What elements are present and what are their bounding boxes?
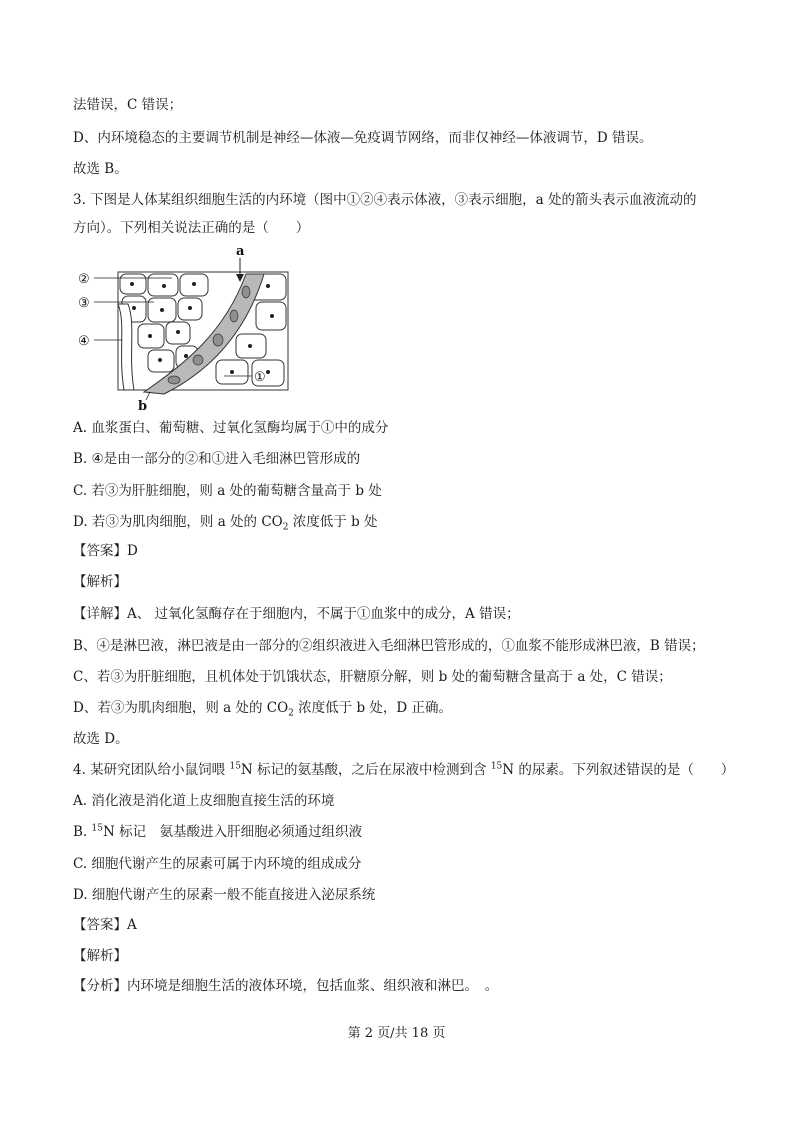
- option-c: C. 若③为肝脏细胞，则 a 处的葡萄糖含量高于 b 处: [73, 483, 382, 499]
- question-3-stem-cont: 方向）。下列相关说法正确的是（ ）: [73, 220, 310, 236]
- question-3-stem: 3. 下图是人体某组织细胞生活的内环境（图中①②④表示体液，③表示细胞，a 处的箭头表示血液流动的: [73, 192, 697, 208]
- detail-line: 【详解】A、 过氧化氢酶存在于细胞内，不属于①血浆中的成分，A 错误；: [73, 606, 520, 622]
- label-4: ④: [78, 334, 90, 349]
- analysis-line: 【分析】内环境是细胞生活的液体环境，包括血浆、组织液和淋巴。 。: [73, 978, 499, 994]
- label-1: ①: [254, 370, 266, 385]
- answer: 【答案】A: [73, 917, 137, 933]
- option-b: B. $^{15}$N 标记 氨基酸进入肝细胞必须通过组织液: [73, 823, 363, 840]
- option-a: A. 血浆蛋白、葡萄糖、过氧化氢酶均属于①中的成分: [73, 420, 389, 436]
- option-a: A. 消化液是消化道上皮细胞直接生活的环境: [73, 793, 335, 809]
- detail-line: B、④是淋巴液，淋巴液是由一部分的②组织液进入毛细淋巴管形成的，①血浆不能形成淋巴液，B 错误；: [73, 638, 705, 654]
- option-d: D. 细胞代谢产生的尿素一般不能直接进入泌尿系统: [73, 887, 376, 903]
- label-3: ③: [78, 296, 90, 311]
- answer: 【答案】D: [73, 543, 138, 559]
- option-c: C. 细胞代谢产生的尿素可属于内环境的组成成分: [73, 856, 362, 872]
- label-2: ②: [78, 272, 90, 287]
- option-b: B. ④是由一部分的②和①进入毛细淋巴管形成的: [73, 451, 361, 467]
- page-footer: 第 2 页/共 18 页: [347, 1026, 446, 1041]
- analysis-heading: 【解析】: [73, 574, 127, 590]
- choose-line: 故选 D。: [73, 731, 129, 747]
- text-line: 法错误，C 错误；: [73, 97, 183, 113]
- detail-line: C、若③为肝脏细胞，且机体处于饥饿状态，肝糖原分解，则 b 处的葡萄糖含量高于 a 处，C 错误；: [73, 669, 672, 685]
- text-line: D、内环境稳态的主要调节机制是神经—体液—免疫调节网络，而非仅神经—体液调节，D 错误。: [73, 130, 653, 146]
- question-4-stem: 4. 某研究团队给小鼠饲喂 $^{15}$N 标记的氨基酸，之后在尿液中检测到含 $^{15}$N 的尿素。下列叙述错误的是（ ）: [73, 761, 735, 778]
- tissue-diagram: [74, 244, 296, 410]
- label-a: a: [236, 244, 245, 259]
- text-line: 故选 B。: [73, 161, 128, 177]
- analysis-heading: 【解析】: [73, 948, 127, 964]
- label-b: b: [138, 399, 148, 410]
- detail-line: D、若③为肌肉细胞，则 a 处的 $CO_2$ 浓度低于 b 处，D 正确。: [73, 700, 453, 719]
- option-d: D. 若③为肌肉细胞，则 a 处的 $CO_2$ 浓度低于 b 处: [73, 514, 378, 533]
